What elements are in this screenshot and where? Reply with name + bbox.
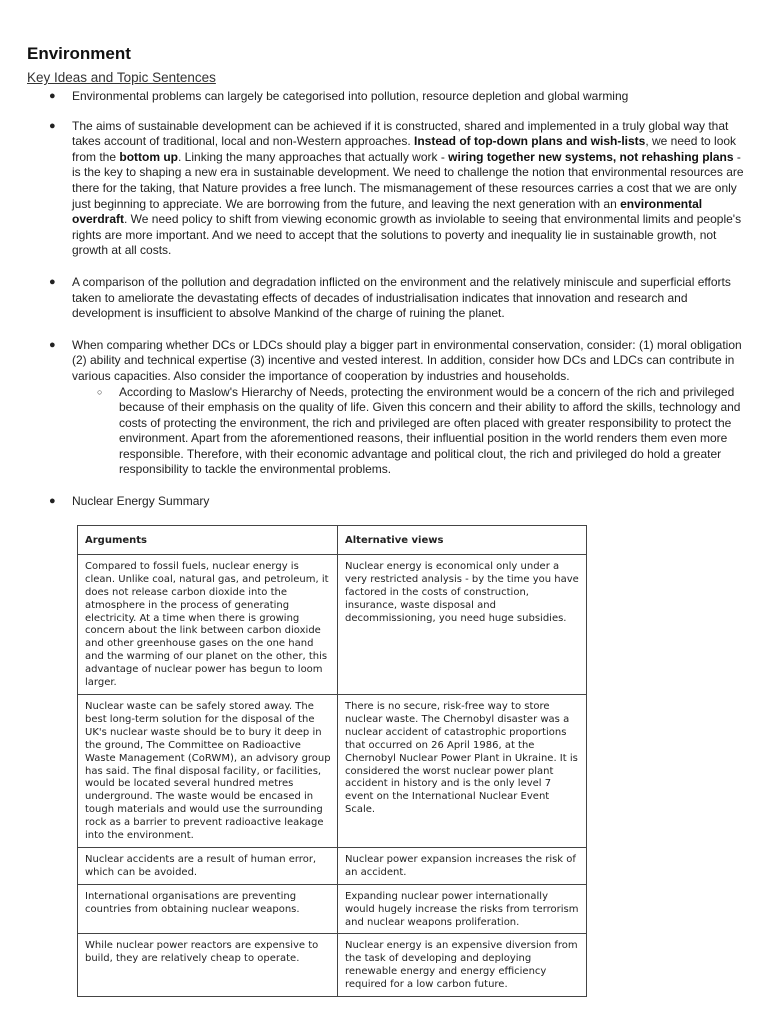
bullet-text: , we need to look from the: [72, 134, 737, 164]
bold-phrase: Instead of top-down plans and wish-lists: [413, 134, 646, 149]
sub-bullet-item: [27, 385, 747, 479]
bullet-icon: ●: [49, 275, 56, 288]
bullet-icon: ●: [49, 495, 56, 508]
bullet-icon: ●: [49, 119, 56, 132]
table-cell: Nuclear waste can be safely stored away. The best long-term solution for the disposal of the UK's nuclear waste should be to bury it deep in the ground, The Committee on Radioactive Waste Management (CoRWM), an advisory group has said. The final disposal facility, or facilities, would be located several hundred metres underground. The waste would be encased in tough materials and would use the surrounding rock as a barrier to prevent radioactive leakage into the environment.: [78, 694, 338, 847]
nuclear-energy-table: [77, 525, 587, 997]
page-title: Environment: [27, 44, 131, 63]
bullet-item: [27, 119, 747, 259]
bullet-icon: ●: [49, 90, 56, 102]
bold-phrase: bottom up: [119, 149, 179, 164]
bullet-item: [27, 89, 747, 105]
bullet-item: [27, 275, 747, 322]
bullet-icon: ●: [49, 338, 56, 351]
bold-phrase: wiring together new systems, not rehashing plans: [448, 149, 734, 164]
column-header-alternative-views: Alternative views: [338, 526, 587, 555]
table-row: [78, 847, 587, 884]
table-row: [78, 934, 587, 997]
sub-bullet-text: According to Maslow's Hierarchy of Needs, protecting the environment would be a concern of the rich and privileged because of their emphasis on the quality of life. Given this concern and their ability to afford the skills, technology and costs of protecting the environment, the rich and privileged are often placed with greater responsibility to protect the environment. Apart from the aforementioned reasons, their influential position in the world renders them even more responsible. Therefore, with their economic advantage and political clout, the rich and privileged do hold a greater responsibility to tackle the environmental problems.: [119, 384, 741, 477]
bullet-text: . Linking the many approaches that actually work -: [178, 149, 449, 164]
bullet-text: - is the key to shaping a new era in sustainable development. We need to challenge the notion that environmental resources are there for the taking, that Nature provides a free lunch. The mismanagement of these resources carries a cost that we are only just beginning to appreciate. We are borrowing from the future, and leaving the next generation with an: [72, 149, 744, 211]
table-cell: Compared to fossil fuels, nuclear energy is clean. Unlike coal, natural gas, and petroleum, it does not release carbon dioxide into the atmosphere in the process of generating electricity. At a time when there is growing concern about the link between carbon dioxide and other greenhouse gases on the one hand and the warming of our planet on the other, this advantage of nuclear power has begun to loom larger.: [78, 554, 338, 694]
bullet-text: A comparison of the pollution and degradation inflicted on the environment and the relatively miniscule and superficial efforts taken to ameliorate the devastating effects of decades of industrialisation indicates that innovation and research and development is insufficient to absolve Mankind of the charge of ruining the planet.: [72, 274, 731, 321]
bullet-text: Nuclear Energy Summary: [72, 494, 210, 509]
bullet-text: When comparing whether DCs or LDCs should play a bigger part in environmental conservation, consider: (1) moral obligation (2) ability and technical expertise (3) incentive and vested interest. In addition, consider how DCs and LDCs can contribute in various capacities. Also consider the importance of cooperation by industries and households.: [72, 337, 742, 383]
table-row: [78, 694, 587, 847]
table-cell: Expanding nuclear power internationally would hugely increase the risks from terrorism and nuclear weapons proliferation.: [338, 884, 587, 934]
table-cell: Nuclear accidents are a result of human error, which can be avoided.: [78, 847, 338, 884]
section-subtitle: Key Ideas and Topic Sentences: [27, 70, 216, 85]
bullet-text: The aims of sustainable development can be achieved if it is constructed, shared and implemented in a truly global way that takes account of traditional, local and non-Western approaches.: [72, 118, 729, 149]
table-cell: Nuclear energy is economical only under a very restricted analysis - by the time you have factored in the costs of construction, insurance, waste disposal and decommissioning, you need huge subsidies.: [338, 554, 587, 694]
table-row: [78, 884, 587, 934]
table-header-row: [78, 526, 587, 555]
table-cell: There is no secure, risk-free way to store nuclear waste. The Chernobyl disaster was a nuclear accident of catastrophic proportions that occurred on 26 April 1986, at the Chernobyl Nuclear Power Plant in Ukraine. It is considered the worst nuclear power plant accident in history and is the only level 7 event on the International Nuclear Event Scale.: [338, 694, 587, 847]
bullet-item: [27, 338, 747, 385]
table-cell: Nuclear energy is an expensive diversion from the task of developing and deploying renewable energy and energy efficiency required for a low carbon future.: [338, 934, 587, 997]
hollow-bullet-icon: ○: [97, 386, 103, 397]
table-cell: While nuclear power reactors are expensive to build, they are relatively cheap to operate.: [78, 934, 338, 997]
bullet-text: . We need policy to shift from viewing economic growth as inviolable to seeing that environmental limits and people's rights are more important. And we need to accept that the solutions to poverty and inequality lie in sustainable growth, not growth at all costs.: [72, 212, 742, 258]
column-header-arguments: Arguments: [78, 526, 338, 555]
bullet-text: Environmental problems can largely be categorised into pollution, resource depletion and global warming: [72, 89, 629, 103]
table-cell: International organisations are preventing countries from obtaining nuclear weapons.: [78, 884, 338, 934]
table-cell: Nuclear power expansion increases the risk of an accident.: [338, 847, 587, 884]
table-row: [78, 554, 587, 694]
bold-phrase: environmental overdraft: [72, 196, 703, 227]
document-page: [27, 44, 747, 510]
bullet-item: [27, 494, 747, 510]
